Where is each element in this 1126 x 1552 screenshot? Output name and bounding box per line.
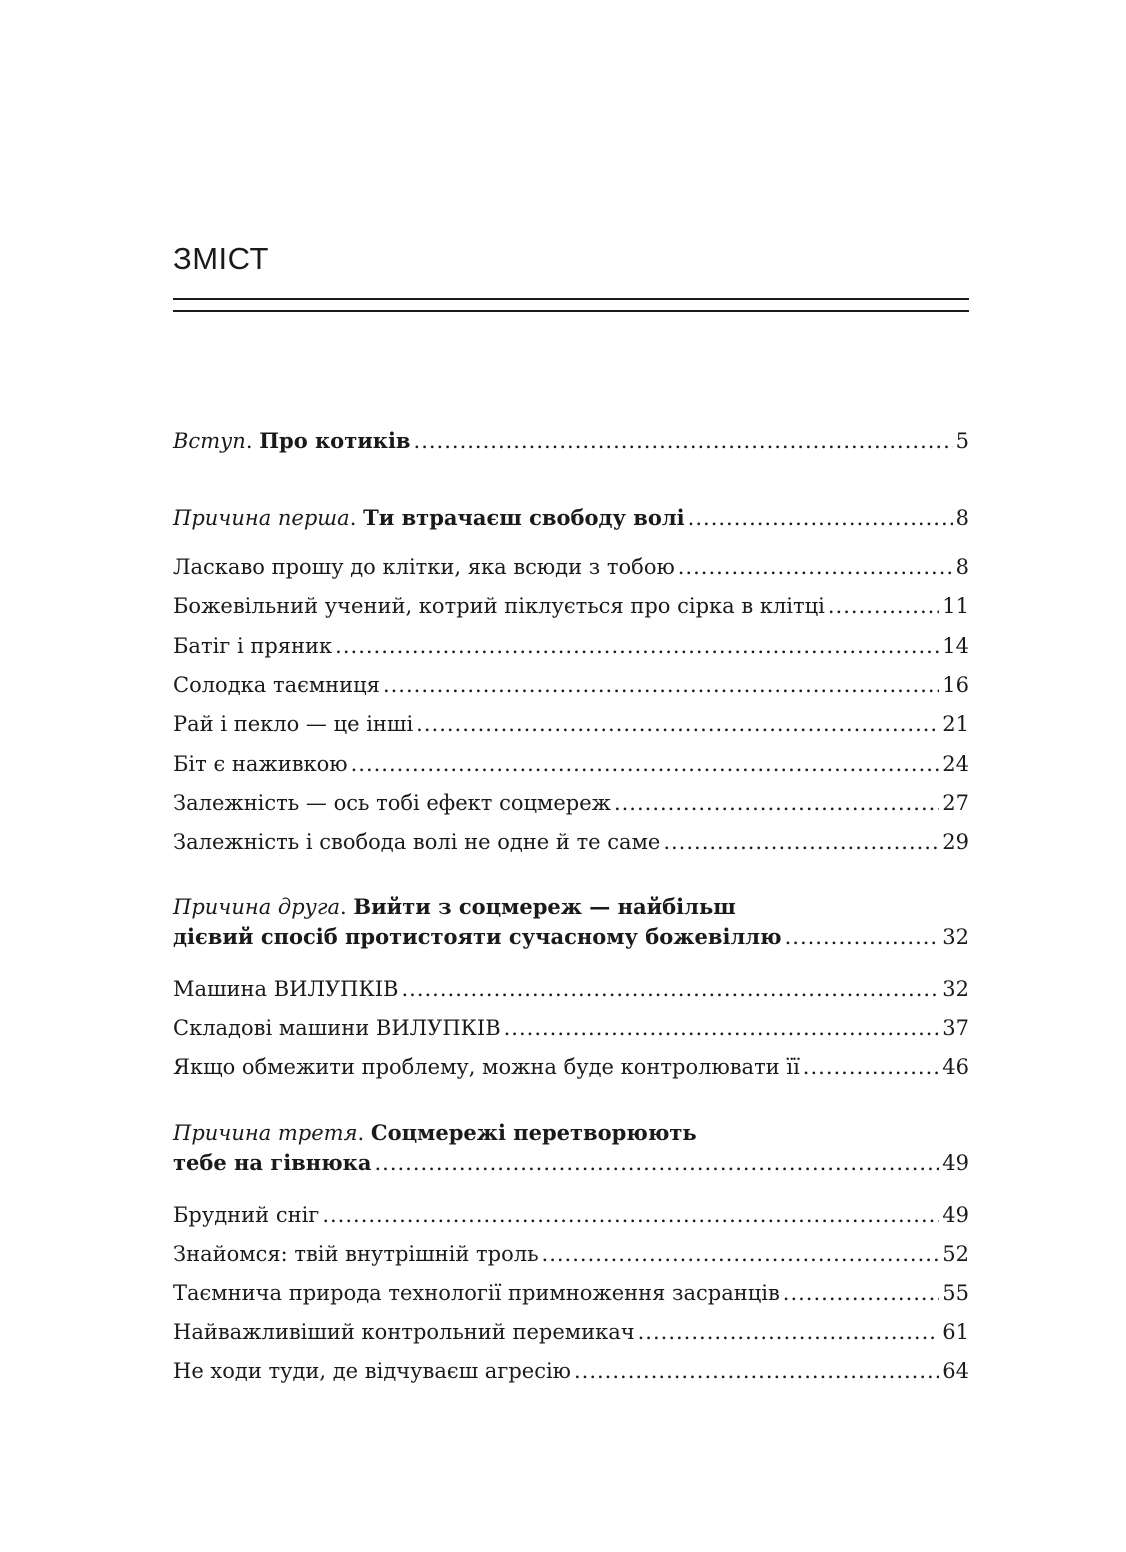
entry-heading-line-2: дієвий спосіб протистояти сучасному божевіллю	[173, 924, 782, 949]
entry-lead: Причина третя	[173, 1121, 358, 1145]
lead-separator: .	[357, 1121, 371, 1145]
toc-section-title: Машина ВИЛУПКІВ	[173, 977, 399, 1001]
toc-section[interactable]	[173, 751, 969, 777]
page-number: 49	[942, 1151, 969, 1175]
page-number: 52	[942, 1242, 969, 1266]
toc-section[interactable]	[173, 593, 969, 619]
page-number: 24	[942, 752, 969, 776]
toc-section-title: Таємнича природа технології примноження засранців	[173, 1281, 780, 1305]
entry-lead: Причина друга	[173, 895, 340, 919]
entry-lead: Причина перша	[173, 506, 350, 530]
toc-section-title: Божевільний учений, котрий піклується про сірка в клітці	[173, 594, 825, 618]
toc-entry-intro[interactable]	[173, 428, 969, 454]
page-number: 55	[942, 1281, 969, 1305]
dot-leader	[383, 672, 939, 698]
toc-section-title: Залежність — ось тобі ефект соцмереж	[173, 791, 611, 815]
toc-section-title: Залежність і свобода волі не одне й те саме	[173, 830, 661, 854]
page-number: 61	[942, 1320, 969, 1344]
toc-section-title: Батіг і пряник	[173, 634, 333, 658]
toc-section[interactable]	[173, 1015, 969, 1041]
toc-entry-title	[173, 505, 685, 531]
toc-section-title: Знайомся: твій внутрішній троль	[173, 1242, 539, 1266]
page-number: 16	[942, 673, 969, 697]
entry-heading-line-1: Вийти з соцмереж — найбільш	[353, 894, 736, 919]
toc-section[interactable]	[173, 711, 969, 737]
dot-leader	[785, 924, 940, 950]
page-number: 37	[942, 1016, 969, 1040]
dot-leader	[322, 1202, 939, 1228]
dot-leader	[351, 751, 940, 777]
dot-leader	[828, 593, 939, 619]
toc-section-title: Рай і пекло — це інші	[173, 712, 414, 736]
toc-section[interactable]	[173, 1319, 969, 1345]
entry-heading: Про котиків	[259, 428, 411, 453]
dot-leader	[335, 633, 939, 659]
toc-section[interactable]	[173, 976, 969, 1002]
toc-section-title: Найважливіший контрольний перемикач	[173, 1320, 635, 1344]
toc-section[interactable]	[173, 554, 969, 580]
page-title: ЗМІСТ	[173, 241, 269, 276]
title-rule-bottom	[173, 310, 969, 312]
chapter-title-line-1	[173, 894, 969, 924]
page-number: 11	[942, 594, 969, 618]
toc-section-title: Біт є наживкою	[173, 752, 348, 776]
toc-section-title: Складові машини ВИЛУПКІВ	[173, 1016, 501, 1040]
dot-leader	[414, 428, 953, 454]
toc-section-title: Якщо обмежити проблему, можна буде контролювати її	[173, 1055, 800, 1079]
dot-leader	[783, 1280, 939, 1306]
dot-leader	[803, 1054, 939, 1080]
toc-section-title: Не ходи туди, де відчуваєш агресію	[173, 1359, 571, 1383]
page-number: 29	[942, 830, 969, 854]
dot-leader	[638, 1319, 940, 1345]
page-number: 21	[942, 712, 969, 736]
dot-leader	[504, 1015, 940, 1041]
lead-separator: .	[339, 895, 354, 919]
toc-section-title: Солодка таємниця	[173, 673, 380, 697]
toc-section[interactable]	[173, 790, 969, 816]
toc-section[interactable]	[173, 1358, 969, 1384]
entry-lead: Вступ	[173, 429, 246, 453]
dot-leader	[401, 976, 939, 1002]
page-number: 8	[955, 555, 969, 579]
title-rule-top	[173, 298, 969, 300]
toc-section[interactable]	[173, 633, 969, 659]
page-number: 49	[942, 1203, 969, 1227]
page-number: 14	[942, 634, 969, 658]
dot-leader	[663, 829, 939, 855]
toc-section[interactable]	[173, 1054, 969, 1080]
toc-section[interactable]	[173, 672, 969, 698]
toc-chapter-2[interactable]	[173, 894, 969, 950]
toc-chapter-3[interactable]	[173, 1120, 969, 1176]
dot-leader	[678, 554, 953, 580]
entry-heading: Ти втрачаєш свободу волі	[363, 505, 685, 530]
toc-entry-title	[173, 428, 411, 454]
toc-section-title: Ласкаво прошу до клітки, яка всюди з тобою	[173, 555, 675, 579]
toc-section[interactable]	[173, 829, 969, 855]
toc-chapter-1[interactable]	[173, 505, 969, 531]
chapter-title-line-2	[173, 1150, 969, 1176]
lead-separator: .	[349, 506, 364, 530]
chapter-title-line-2	[173, 924, 969, 950]
page-number: 46	[942, 1055, 969, 1079]
toc-section[interactable]	[173, 1241, 969, 1267]
toc-section[interactable]	[173, 1280, 969, 1306]
page-number: 64	[942, 1359, 969, 1383]
entry-heading-line-1: Соцмережі перетворюють	[370, 1120, 697, 1145]
page-number: 27	[942, 791, 969, 815]
toc-page	[173, 0, 969, 1552]
chapter-title-line-1	[173, 1120, 969, 1150]
toc-section[interactable]	[173, 1202, 969, 1228]
page-number: 32	[942, 925, 969, 949]
page-number: 8	[955, 506, 969, 530]
dot-leader	[416, 711, 939, 737]
dot-leader	[574, 1358, 939, 1384]
page-number: 5	[955, 429, 969, 453]
lead-separator: .	[245, 429, 260, 453]
dot-leader	[688, 505, 953, 531]
entry-heading-line-2: тебе на гівнюка	[173, 1150, 372, 1175]
dot-leader	[542, 1241, 940, 1267]
toc-section-title: Брудний сніг	[173, 1203, 320, 1227]
page-number: 32	[942, 977, 969, 1001]
dot-leader	[614, 790, 939, 816]
dot-leader	[374, 1150, 939, 1176]
